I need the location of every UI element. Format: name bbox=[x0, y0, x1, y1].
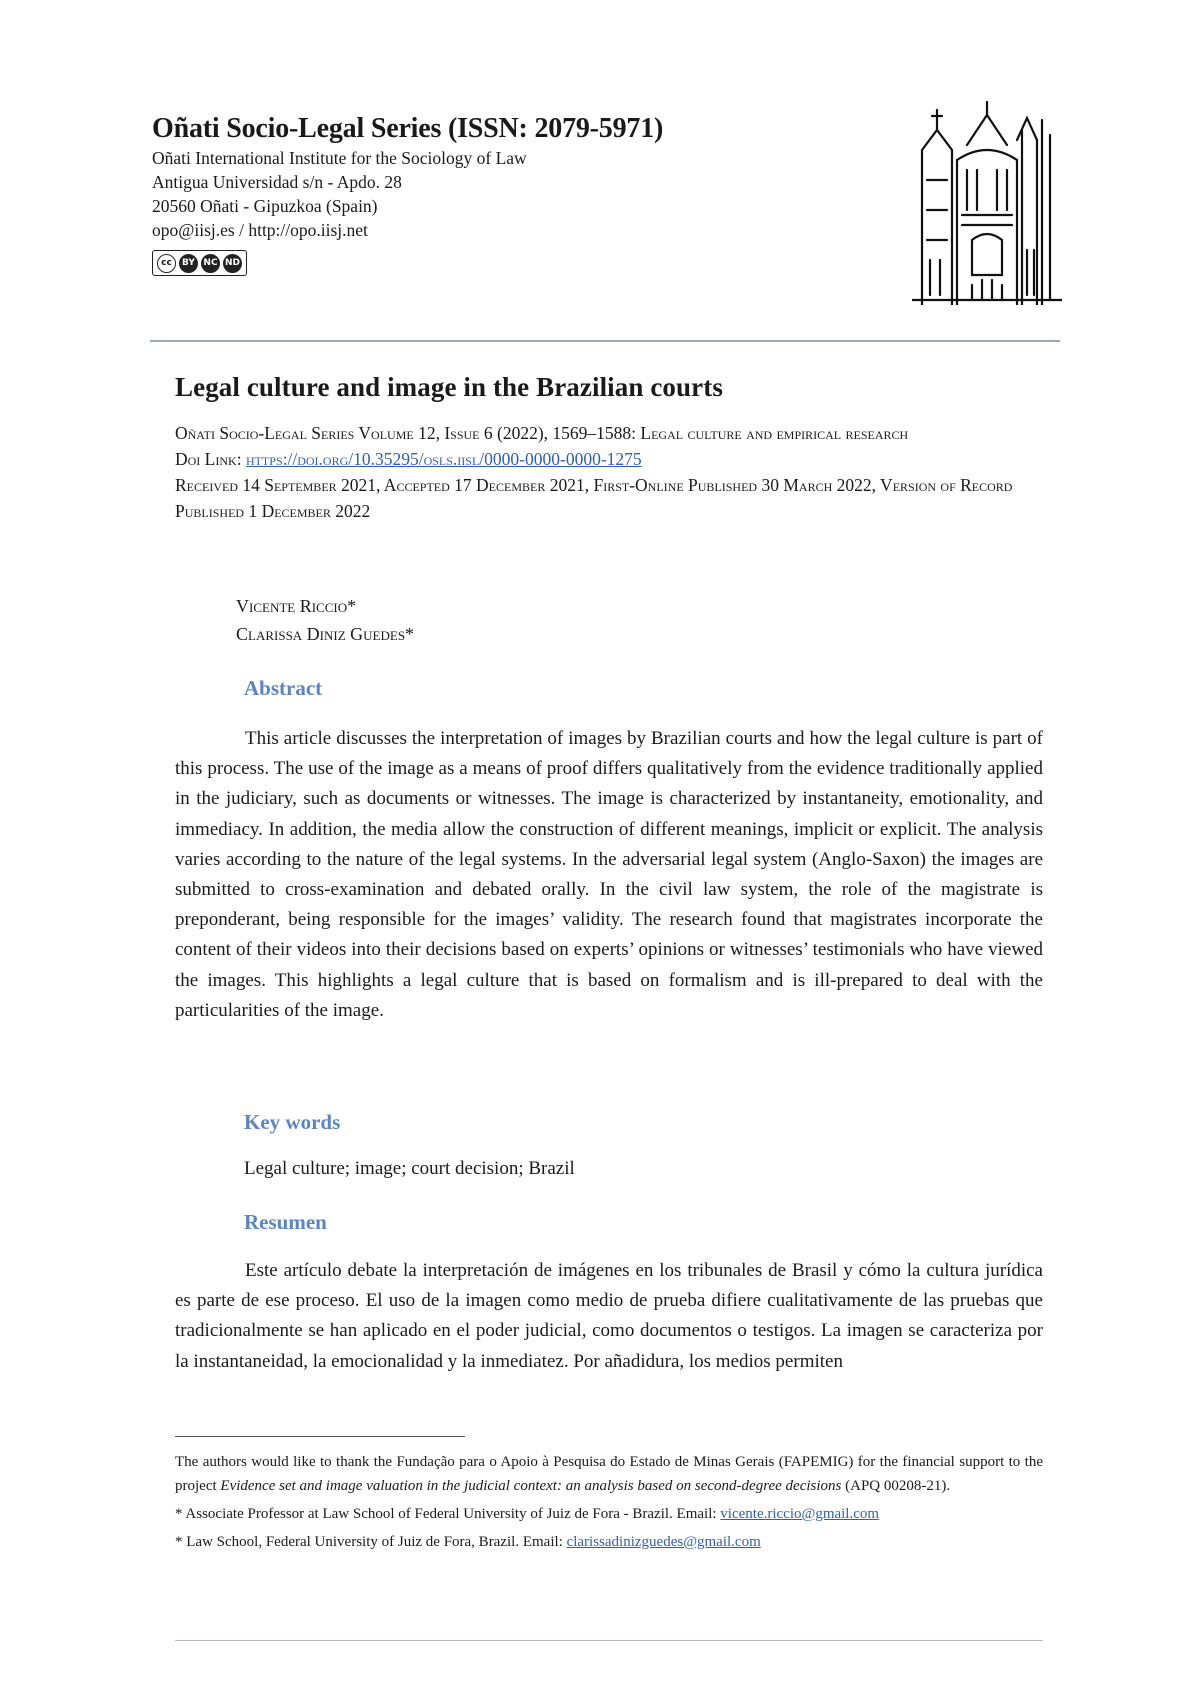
author-list bbox=[236, 592, 414, 648]
doi-label: Doi Link: bbox=[175, 449, 246, 469]
abstract-heading: Abstract bbox=[244, 676, 323, 700]
abstract-text: This article discusses the interpretation of images by Brazilian courts and how the legal culture is part of this process. The use of the image as a means of proof differs qualitatively from the evidence traditionally applied in the judiciary, such as documents or witnesses. The image is characterized by instantaneity, emotionality, and immediacy. In addition, the media allow the construction of different meanings, implicit or explicit. The analysis varies according to the nature of the legal systems. In the adversarial legal system (Anglo-Saxon) the images are submitted to cross-examination and debated orally. In the civil law system, the role of the magistrate is preponderant, being responsible for the images’ validity. The research found that magistrates incorporate the content of their videos into their decisions based on experts’ opinions or witnesses’ testimonials who have viewed the images. This highlights a legal culture that is based on formalism and is ill-prepared to deal with the particularities of the image. bbox=[175, 728, 1043, 1021]
footnote-author-2: * Law School, Federal University of Juiz de Fora, Brazil. Email: clarissadinizguedes@gmail.com bbox=[175, 1534, 761, 1550]
footnotes bbox=[175, 1450, 1043, 1558]
address-line-2: 20560 Oñati - Gipuzkoa (Spain) bbox=[152, 196, 378, 216]
journal-title: Oñati Socio-Legal Series (ISSN: 2079-5971) bbox=[152, 113, 664, 144]
email-link[interactable]: clarissadinizguedes@gmail.com bbox=[566, 1534, 761, 1550]
keywords-heading: Key words bbox=[244, 1110, 341, 1134]
footer-divider bbox=[175, 1640, 1043, 1641]
nc-icon: NC bbox=[201, 254, 220, 273]
author-name: Vicente Riccio* bbox=[236, 596, 357, 616]
doi-line bbox=[175, 446, 1043, 472]
email-link[interactable]: vicente.riccio@gmail.com bbox=[720, 1506, 880, 1522]
author-name: Clarissa Diniz Guedes* bbox=[236, 624, 415, 644]
series-line: Oñati Socio-Legal Series Volume 12, Issue 6 (2022), 1569–1588: Legal culture and empirical research bbox=[175, 423, 909, 443]
project-title: Evidence set and image valuation in the judicial context: an analysis based on second-degree decisions bbox=[220, 1478, 842, 1494]
doi-link[interactable]: https://doi.org/10.35295/osls.iisl/0000-0000-0000-1275 bbox=[245, 449, 642, 469]
contact-line: opo@iisj.es / http://opo.iisj.net bbox=[152, 220, 368, 240]
article-metadata bbox=[175, 420, 1043, 524]
cc-license-badge[interactable] bbox=[152, 250, 247, 276]
keywords-text: Legal culture; image; court decision; Brazil bbox=[244, 1158, 575, 1179]
institute-name: Oñati International Institute for the Sociology of Law bbox=[152, 148, 527, 168]
footnote-author-1: * Associate Professor at Law School of Federal University of Juiz de Fora - Brazil. Email: vicente.riccio@gmail.com bbox=[175, 1506, 880, 1522]
nd-icon: ND bbox=[223, 254, 242, 273]
footnote-funding: The authors would like to thank the Fundação para o Apoio à Pesquisa do Estado de Minas Gerais (FAPEMIG) for the financial support to the project Evidence set and image valuation in the judicial context: an analysis based on second-degree decisions (APQ 00208-21). bbox=[175, 1454, 1043, 1494]
journal-header bbox=[152, 112, 772, 276]
resumen-heading: Resumen bbox=[244, 1210, 327, 1234]
header-divider bbox=[150, 340, 1060, 342]
cc-icon: cc bbox=[157, 254, 176, 273]
dates-line: Received 14 September 2021, Accepted 17 December 2021, First-Online Published 30 March 2022, Version of Record Published 1 December 2022 bbox=[175, 475, 1013, 521]
article-title: Legal culture and image in the Brazilian courts bbox=[175, 372, 723, 402]
university-building-logo bbox=[912, 100, 1062, 305]
footnote-divider bbox=[175, 1436, 465, 1437]
address-line-1: Antigua Universidad s/n - Apdo. 28 bbox=[152, 172, 402, 192]
by-icon: BY bbox=[179, 254, 198, 273]
resumen-text: Este artículo debate la interpretación de imágenes en los tribunales de Brasil y cómo la cultura jurídica es parte de ese proceso. El uso de la imagen como medio de prueba difiere cualitativamente de las pruebas que tradicionalmente se han aplicado en el poder judicial, como documentos o testigos. La imagen se caracteriza por la instantaneidad, la emocionalidad y la inmediatez. Por añadidura, los medios permiten bbox=[175, 1260, 1043, 1372]
